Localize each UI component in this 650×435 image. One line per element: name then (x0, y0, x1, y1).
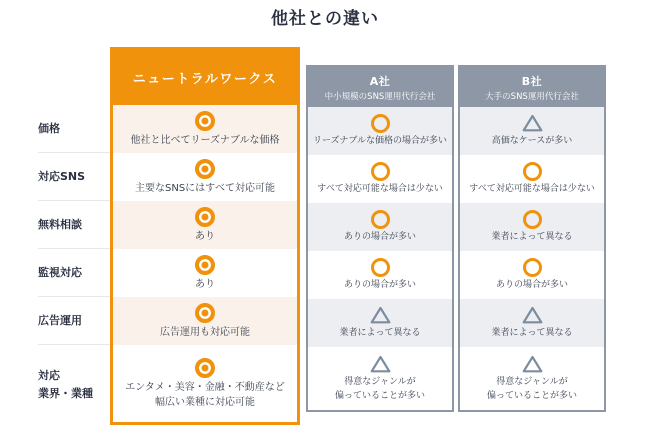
cell-note: リーズナブルな価格の場合が多い (312, 136, 447, 147)
cell-note: 業者によって異なる (339, 328, 421, 339)
neutralworks-column-card (110, 47, 300, 425)
cell-note: すべて対応可能な場合は少ない (317, 184, 443, 195)
rating-icon (370, 354, 391, 374)
triangle-icon (522, 306, 543, 324)
row-label-sns: 対応SNS (38, 153, 110, 201)
cell-price-company-b (460, 107, 604, 155)
double-circle-icon (195, 255, 215, 275)
cell-note: あり (195, 230, 215, 242)
row-label-ads: 広告運用 (38, 297, 110, 345)
rating-icon (523, 161, 542, 181)
cell-monitoring-company-a (308, 251, 452, 299)
row-label-rail (38, 105, 110, 425)
rating-icon (371, 257, 390, 277)
row-label-consultation: 無料相談 (38, 201, 110, 249)
cell-ads-neutralworks (113, 297, 297, 345)
cell-price-company-a (308, 107, 452, 155)
cell-monitoring-company-b (460, 251, 604, 299)
company-b-column-header (460, 67, 604, 107)
company-b-name: B社 (521, 74, 543, 88)
cell-note: 高価なケースが多い (491, 136, 573, 147)
rating-icon (195, 111, 215, 131)
triangle-icon (370, 355, 391, 373)
cell-sns-company-b (460, 155, 604, 203)
cell-note: ありの場合が多い (343, 232, 416, 243)
cell-note: エンタメ・美容・金融・不動産など 幅広い業種に対応可能 (125, 381, 285, 408)
company-b-column-card (458, 65, 606, 412)
cell-note: 業者によって異なる (491, 232, 573, 243)
cell-ads-company-a (308, 299, 452, 347)
rating-icon (371, 161, 390, 181)
cell-consultation-neutralworks (113, 201, 297, 249)
cell-note: 広告運用も対応可能 (160, 326, 250, 338)
row-label-price: 価格 (38, 105, 110, 153)
cell-note: あり (195, 278, 215, 290)
circle-icon (371, 162, 390, 181)
cell-note: ありの場合が多い (495, 280, 568, 291)
triangle-icon (522, 355, 543, 373)
circle-icon (523, 210, 542, 229)
rating-icon (522, 113, 543, 133)
cell-sns-company-a (308, 155, 452, 203)
company-a-column-card (306, 65, 454, 412)
rating-icon (371, 113, 390, 133)
circle-icon (371, 210, 390, 229)
company-a-column-header (308, 67, 452, 107)
circle-icon (371, 114, 390, 133)
cell-ads-company-b (460, 299, 604, 347)
rating-icon (371, 209, 390, 229)
rating-icon (522, 305, 543, 325)
cell-note: 得意なジャンルが 偏っていることが多い (486, 377, 577, 401)
company-a-name: A社 (369, 74, 391, 88)
circle-icon (523, 162, 542, 181)
triangle-icon (522, 114, 543, 132)
rating-icon (523, 209, 542, 229)
rating-icon (195, 358, 215, 378)
cell-sns-neutralworks (113, 153, 297, 201)
row-label-monitoring: 監視対応 (38, 249, 110, 297)
rating-icon (195, 255, 215, 275)
rating-icon (195, 303, 215, 323)
rating-icon (195, 207, 215, 227)
row-label-industries: 対応 業界・業種 (38, 369, 93, 400)
double-circle-icon (195, 358, 215, 378)
triangle-icon (370, 306, 391, 324)
double-circle-icon (195, 159, 215, 179)
neutralworks-column-header: ニュートラルワークス (113, 50, 297, 105)
cell-consultation-company-a (308, 203, 452, 251)
cell-note: 他社と比べてリーズナブルな価格 (130, 134, 280, 146)
rating-icon (523, 257, 542, 277)
cell-monitoring-neutralworks (113, 249, 297, 297)
cell-consultation-company-b (460, 203, 604, 251)
cell-industries-company-a (308, 347, 452, 410)
double-circle-icon (195, 303, 215, 323)
cell-industries-company-b (460, 347, 604, 410)
cell-note: 得意なジャンルが 偏っていることが多い (334, 377, 425, 401)
cell-note: 主要なSNSにはすべて対応可能 (135, 182, 275, 194)
cell-price-neutralworks (113, 105, 297, 153)
cell-industries-neutralworks (113, 345, 297, 422)
rating-icon (522, 354, 543, 374)
double-circle-icon (195, 207, 215, 227)
page-title: 他社との違い (271, 9, 379, 29)
company-a-subtitle: 中小規模のSNS運用代行会社 (324, 91, 436, 102)
circle-icon (371, 258, 390, 277)
circle-icon (523, 258, 542, 277)
cell-note: 業者によって異なる (491, 328, 573, 339)
cell-note: すべて対応可能な場合は少ない (469, 184, 595, 195)
rating-icon (370, 305, 391, 325)
double-circle-icon (195, 111, 215, 131)
company-b-subtitle: 大手のSNS運用代行会社 (485, 91, 579, 102)
rating-icon (195, 159, 215, 179)
cell-note: ありの場合が多い (343, 280, 416, 291)
